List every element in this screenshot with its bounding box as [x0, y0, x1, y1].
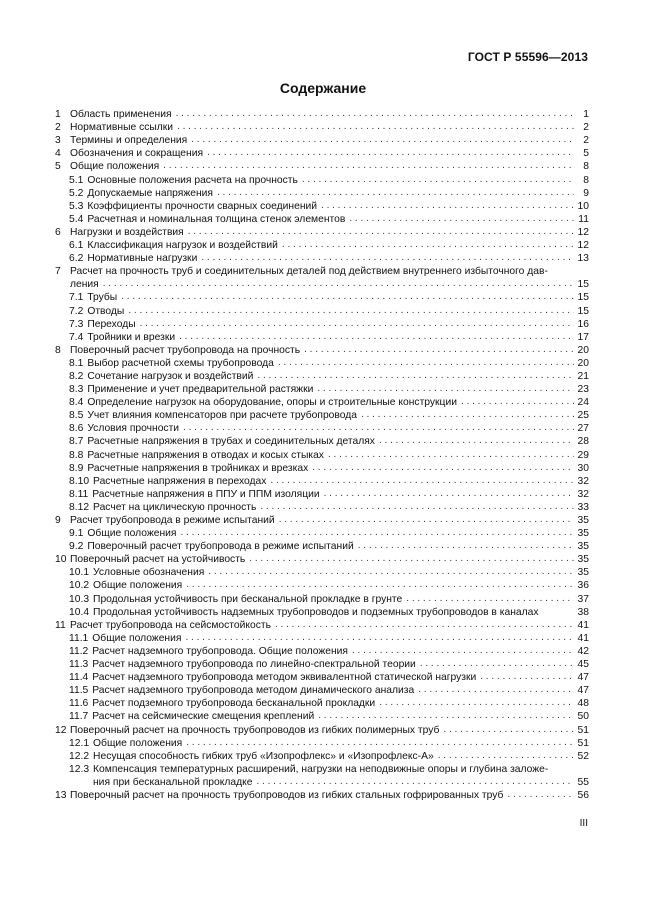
- toc-entry-title: Поверочный расчет трубопровода в режиме испытаний: [87, 541, 354, 553]
- toc-entry-number: 8.7: [69, 436, 84, 448]
- toc-entry-page: 35: [577, 554, 589, 566]
- leader-dots: [358, 541, 574, 551]
- toc-entry-number: 5.2: [69, 187, 84, 199]
- toc-entry-title: Расчетная и номинальная толщина стенок элементов: [87, 213, 346, 225]
- leader-dots: [257, 371, 574, 381]
- toc-entry[interactable]: [55, 763, 589, 776]
- toc-entry-number: 3: [55, 135, 61, 147]
- toc-entry-title: Отводы: [87, 305, 125, 317]
- toc-entry[interactable]: [55, 121, 589, 134]
- toc-entry-page: 5: [583, 148, 589, 160]
- toc-entry-page: 33: [577, 501, 589, 513]
- toc-entry-title-continued: ния при бесканальной прокладке: [93, 776, 253, 788]
- toc-entry-page: 56: [577, 789, 589, 801]
- toc-entry-title: Нагрузки и воздействия: [70, 226, 184, 238]
- table-of-contents: [55, 108, 589, 802]
- toc-entry-title: Расчетные напряжения в отводах и косых стыках: [87, 449, 324, 461]
- toc-entry-page: 27: [577, 423, 589, 435]
- toc-entry-page: 2: [583, 122, 589, 134]
- leader-dots: [176, 109, 574, 119]
- toc-entry-title: Расчет на сейсмические смещения креплений: [92, 711, 315, 723]
- toc-entry-title: Общие положения: [93, 737, 183, 749]
- toc-entry-title: Область применения: [70, 109, 172, 121]
- leader-dots: [406, 594, 574, 604]
- toc-entry-title: Расчет надземного трубопровода методом динамического анализа: [92, 685, 415, 697]
- leader-dots: [183, 423, 574, 433]
- toc-entry[interactable]: [55, 632, 589, 645]
- toc-entry-title: Выбор расчетной схемы трубопровода: [87, 357, 274, 369]
- leader-dots: [318, 711, 574, 721]
- leader-dots: [103, 279, 574, 289]
- toc-entry-title: Поверочный расчет на прочность трубопроводов из гибких полимерных труб: [70, 724, 440, 736]
- page-number: III: [579, 818, 588, 829]
- leader-dots: [186, 738, 574, 748]
- toc-entry-continuation[interactable]: [55, 278, 589, 291]
- toc-entry-number: 4: [55, 148, 61, 160]
- toc-entry-page: 28: [577, 436, 589, 448]
- toc-entry-title: Нормативные нагрузки: [87, 253, 198, 265]
- leader-dots: [256, 777, 574, 787]
- toc-entry-title: Расчетные напряжения в ППУ и ППМ изоляции: [92, 488, 320, 500]
- leader-dots: [480, 672, 574, 682]
- toc-entry-number: 10.1: [69, 567, 90, 579]
- toc-entry-title: Термины и определения: [70, 135, 188, 147]
- page-title: Содержание: [279, 80, 367, 96]
- toc-entry-title: Условия прочности: [87, 423, 180, 435]
- toc-entry-title: Учет влияния компенсаторов при расчете трубопровода: [87, 410, 357, 422]
- toc-entry[interactable]: [55, 658, 589, 671]
- toc-entry[interactable]: [55, 697, 589, 710]
- toc-entry[interactable]: [55, 200, 589, 213]
- toc-entry-number: 10.3: [69, 593, 90, 605]
- leader-dots: [321, 201, 574, 211]
- toc-entry-page: 35: [577, 567, 589, 579]
- toc-entry-title: Расчет надземного трубопровода методом эквивалентной статической нагрузки: [92, 672, 477, 684]
- toc-entry-title: Тройники и врезки: [87, 331, 176, 343]
- leader-dots: [349, 214, 574, 224]
- toc-entry[interactable]: [55, 579, 589, 592]
- toc-entry-number: 12: [55, 724, 67, 736]
- toc-entry[interactable]: [55, 737, 589, 750]
- toc-entry-number: 10.2: [69, 580, 90, 592]
- toc-entry[interactable]: [55, 619, 589, 632]
- toc-entry-number: 11: [55, 619, 66, 631]
- toc-entry-title: Расчетные напряжения в трубах и соединительных деталях: [87, 436, 375, 448]
- leader-dots: [163, 161, 574, 171]
- toc-entry[interactable]: [55, 540, 589, 553]
- toc-entry-page: 51: [577, 737, 589, 749]
- toc-entry-number: 6.1: [69, 240, 84, 252]
- leader-dots: [302, 175, 574, 185]
- toc-entry[interactable]: [55, 134, 589, 147]
- toc-entry-page: 51: [577, 724, 589, 736]
- toc-entry-title: Расчет на прочность труб и соединительных деталей под действием внутреннего избыточного дав-: [70, 266, 548, 278]
- toc-entry-number: 8: [55, 344, 61, 356]
- toc-entry-title: Поверочный расчет на прочность трубопроводов из гибких стальных гофрированных труб: [70, 789, 504, 801]
- toc-entry-number: 5: [55, 161, 61, 173]
- toc-entry[interactable]: [55, 553, 589, 566]
- leader-dots: [191, 135, 574, 145]
- toc-entry-page: 20: [577, 357, 589, 369]
- toc-entry-title: Расчетные напряжения в тройниках и врезках: [87, 462, 309, 474]
- toc-entry-page: 15: [577, 279, 589, 291]
- toc-entry-number: 8.6: [69, 423, 84, 435]
- toc-entry[interactable]: [55, 291, 589, 304]
- leader-dots: [279, 515, 574, 525]
- toc-entry-title: Основные положения расчета на прочность: [87, 174, 298, 186]
- toc-entry-number: 5.4: [69, 213, 84, 225]
- toc-entry-title: Применение и учет предварительной растяжки: [87, 384, 314, 396]
- toc-entry[interactable]: [55, 383, 589, 396]
- toc-entry[interactable]: [55, 789, 589, 802]
- toc-entry-number: 8.11: [69, 488, 89, 500]
- toc-entry-page: 35: [577, 515, 589, 526]
- toc-entry-title: Продольная устойчивость надземных трубопроводов и подземных трубопроводов в каналах: [93, 606, 539, 618]
- toc-entry-title: Общие положения: [70, 161, 160, 173]
- toc-entry-title: Компенсация температурных расширений, нагрузки на неподвижные опоры и глубина заложе-: [93, 763, 549, 775]
- leader-dots: [317, 384, 574, 394]
- toc-entry-number: 11.4: [69, 672, 89, 684]
- toc-entry-page: 12: [577, 240, 589, 252]
- toc-entry[interactable]: [55, 710, 589, 723]
- toc-entry[interactable]: [55, 396, 589, 409]
- toc-entry-page: 8: [583, 174, 589, 186]
- toc-entry-title: Расчет надземного трубопровода по линейно-спектральной теории: [92, 659, 416, 671]
- toc-entry-title: Общие положения: [87, 528, 177, 540]
- toc-entry[interactable]: [55, 108, 589, 121]
- toc-entry[interactable]: [55, 684, 589, 697]
- toc-entry-number: 6.2: [69, 253, 84, 265]
- toc-entry-number: 8.4: [69, 397, 84, 409]
- toc-entry-page: 9: [583, 187, 589, 199]
- toc-entry-page: 17: [577, 331, 589, 343]
- leader-dots: [249, 554, 574, 564]
- toc-entry-title: Поверочный расчет трубопровода на прочность: [70, 344, 301, 356]
- leader-dots: [420, 659, 574, 669]
- leader-dots: [186, 580, 574, 590]
- toc-entry-page: 32: [577, 488, 589, 500]
- toc-entry[interactable]: [55, 671, 589, 684]
- toc-entry-title: Переходы: [87, 318, 136, 330]
- toc-entry-title: Расчет надземного трубопровода. Общие положения: [92, 645, 348, 657]
- toc-entry-page: 48: [577, 698, 589, 710]
- toc-entry-page: 38: [577, 606, 589, 618]
- toc-entry-number: 7.1: [69, 292, 84, 304]
- toc-entry[interactable]: [55, 514, 589, 527]
- toc-entry-continuation[interactable]: [55, 776, 589, 789]
- toc-entry-title: Расчет на циклическую прочность: [93, 501, 257, 513]
- toc-entry-title: Классификация нагрузок и воздействий: [87, 240, 278, 252]
- toc-entry-number: 7.3: [69, 318, 84, 330]
- toc-entry-page: 20: [577, 344, 589, 356]
- toc-entry-number: 9: [55, 515, 61, 526]
- toc-entry-page: 16: [577, 318, 589, 330]
- toc-entry-number: 8.5: [69, 410, 84, 422]
- toc-entry[interactable]: [55, 370, 589, 383]
- toc-entry-page: 35: [577, 528, 589, 540]
- toc-entry-page: 8: [583, 161, 589, 173]
- toc-entry-page: 52: [577, 750, 589, 762]
- leader-dots: [177, 122, 574, 132]
- toc-entry[interactable]: [55, 187, 589, 200]
- leader-dots: [207, 148, 574, 158]
- toc-entry[interactable]: [55, 488, 589, 501]
- toc-entry-title: Обозначения и сокращения: [70, 148, 204, 160]
- leader-dots: [438, 751, 574, 761]
- toc-entry-title: Трубы: [87, 292, 118, 304]
- toc-entry-number: 8.3: [69, 384, 84, 396]
- toc-entry-number: 8.10: [69, 475, 90, 487]
- toc-entry-title: Допускаемые напряжения: [87, 187, 213, 199]
- leader-dots: [208, 567, 574, 577]
- leader-dots: [361, 410, 574, 420]
- leader-dots: [217, 188, 574, 198]
- toc-entry-page: 15: [577, 305, 589, 317]
- toc-entry-number: 12.2: [69, 750, 90, 762]
- leader-dots: [179, 332, 574, 342]
- leader-dots: [379, 436, 574, 446]
- toc-entry-number: 7.4: [69, 331, 84, 343]
- toc-entry-number: 11.5: [69, 685, 89, 697]
- leader-dots: [270, 476, 574, 486]
- toc-entry[interactable]: [55, 592, 589, 605]
- toc-entry-page: 50: [577, 711, 589, 723]
- toc-entry-page: 32: [577, 475, 589, 487]
- toc-entry-number: 12.3: [69, 763, 90, 775]
- toc-entry[interactable]: [55, 475, 589, 488]
- leader-dots: [352, 646, 574, 656]
- toc-entry[interactable]: [55, 318, 589, 331]
- toc-entry[interactable]: [55, 723, 589, 736]
- toc-entry-page: 36: [577, 580, 589, 592]
- leader-dots: [140, 319, 574, 329]
- toc-entry-number: 11.2: [69, 645, 89, 657]
- toc-entry-number: 12.1: [69, 737, 90, 749]
- toc-entry-page: 15: [577, 292, 589, 304]
- toc-entry-title: Условные обозначения: [93, 567, 205, 579]
- leader-dots: [507, 790, 574, 800]
- toc-entry-title: Продольная устойчивость при бесканальной прокладке в грунте: [93, 593, 403, 605]
- toc-entry-page: 47: [577, 685, 589, 697]
- toc-entry-page: 55: [577, 776, 589, 788]
- toc-entry[interactable]: [55, 566, 589, 579]
- toc-entry-title: Сочетание нагрузок и воздействий: [87, 370, 254, 382]
- toc-entry-title: Общие положения: [93, 580, 183, 592]
- toc-entry[interactable]: [55, 304, 589, 317]
- toc-entry[interactable]: [55, 331, 589, 344]
- toc-entry-number: 11.1: [69, 632, 89, 644]
- toc-entry-number: 9.1: [69, 528, 84, 540]
- toc-entry-number: 10.4: [69, 606, 90, 618]
- toc-entry-page: 35: [577, 541, 589, 553]
- toc-entry-number: 11.7: [69, 711, 89, 723]
- toc-entry-title: Определение нагрузок на оборудование, опоры и строительные конструкции: [87, 397, 457, 409]
- toc-entry[interactable]: [55, 435, 589, 448]
- leader-dots: [282, 240, 574, 250]
- toc-entry[interactable]: [55, 147, 589, 160]
- toc-entry-page: 41: [577, 632, 589, 644]
- leader-dots: [379, 698, 574, 708]
- toc-entry-page: 30: [577, 462, 589, 474]
- toc-entry-title: Несущая способность гибких труб «Изопрофлекс» и «Изопрофлекс-А»: [93, 750, 434, 762]
- toc-entry-number: 8.9: [69, 462, 84, 474]
- toc-entry[interactable]: [55, 173, 589, 186]
- toc-entry-number: 8.12: [69, 501, 90, 513]
- leader-dots: [443, 725, 574, 735]
- toc-entry-page: 29: [577, 449, 589, 461]
- leader-dots: [275, 620, 574, 630]
- toc-entry[interactable]: [55, 606, 589, 619]
- leader-dots: [312, 463, 574, 473]
- toc-entry[interactable]: [55, 357, 589, 370]
- toc-entry[interactable]: [55, 448, 589, 461]
- toc-entry-page: 2: [583, 135, 589, 147]
- leader-dots: [260, 502, 574, 512]
- toc-entry-number: 8.1: [69, 357, 84, 369]
- toc-entry-title: Коэффициенты прочности сварных соединений: [87, 200, 318, 212]
- toc-entry[interactable]: [55, 252, 589, 265]
- leader-dots: [201, 253, 574, 263]
- toc-entry-page: 13: [577, 253, 589, 265]
- toc-entry-page: 12: [577, 226, 589, 238]
- toc-entry[interactable]: [55, 226, 589, 239]
- toc-entry-number: 8.2: [69, 370, 84, 382]
- toc-entry-page: 10: [577, 200, 589, 212]
- toc-entry-page: 47: [577, 672, 589, 684]
- leader-dots: [188, 227, 574, 237]
- toc-entry-number: 5.3: [69, 200, 84, 212]
- leader-dots: [181, 528, 575, 538]
- toc-entry[interactable]: [55, 645, 589, 658]
- toc-entry-page: 23: [577, 384, 589, 396]
- toc-entry-number: 11.3: [69, 659, 89, 671]
- toc-entry-title: Расчет подземного трубопровода бесканальной прокладки: [92, 698, 376, 710]
- toc-entry-title: Нормативные ссылки: [70, 122, 174, 134]
- leader-dots: [324, 489, 574, 499]
- toc-entry-page: 45: [577, 659, 589, 671]
- standard-number: ГОСТ Р 55596—2013: [467, 50, 588, 64]
- leader-dots: [461, 397, 574, 407]
- toc-entry[interactable]: [55, 409, 589, 422]
- leader-dots: [304, 345, 574, 355]
- toc-entry[interactable]: [55, 265, 589, 278]
- toc-entry-title: Расчет трубопровода в режиме испытаний: [70, 515, 275, 526]
- toc-entry[interactable]: [55, 750, 589, 763]
- toc-entry-title: Общие положения: [92, 632, 182, 644]
- toc-entry-page: 41: [577, 619, 589, 631]
- leader-dots: [278, 358, 574, 368]
- toc-entry-number: 7.2: [69, 305, 84, 317]
- toc-entry[interactable]: [55, 344, 589, 357]
- toc-entry[interactable]: [55, 527, 589, 540]
- toc-entry[interactable]: [55, 213, 589, 226]
- toc-entry-page: 37: [577, 593, 589, 605]
- toc-entry-page: 11: [578, 213, 589, 225]
- toc-entry[interactable]: [55, 239, 589, 252]
- toc-entry-page: 21: [577, 370, 589, 382]
- toc-entry-page: 25: [577, 410, 589, 422]
- toc-entry[interactable]: [55, 422, 589, 435]
- toc-entry-title: Поверочный расчет на устойчивость: [70, 554, 246, 566]
- toc-entry-number: 5.1: [69, 174, 84, 186]
- toc-entry-number: 13: [55, 789, 67, 801]
- toc-entry-title: Расчетные напряжения в переходах: [93, 475, 267, 487]
- toc-entry-title-continued: ления: [70, 279, 99, 291]
- leader-dots: [328, 450, 574, 460]
- toc-entry-number: 9.2: [69, 541, 84, 553]
- toc-entry-number: 10: [55, 554, 67, 566]
- toc-entry-number: 6: [55, 226, 61, 238]
- toc-entry-page: 1: [583, 109, 589, 121]
- toc-entry-number: 1: [55, 109, 61, 121]
- toc-entry-page: 24: [577, 397, 589, 409]
- toc-entry-page: 42: [577, 645, 589, 657]
- toc-entry-number: 8.8: [69, 449, 84, 461]
- toc-entry[interactable]: [55, 501, 589, 514]
- leader-dots: [185, 633, 574, 643]
- toc-entry[interactable]: [55, 160, 589, 173]
- toc-entry[interactable]: [55, 462, 589, 475]
- leader-dots: [128, 306, 574, 316]
- leader-dots: [418, 685, 574, 695]
- toc-entry-number: 7: [55, 266, 61, 278]
- toc-entry-number: 2: [55, 122, 61, 134]
- toc-entry-title: Расчет трубопровода на сейсмостойкость: [70, 619, 271, 631]
- leader-dots: [121, 292, 574, 302]
- toc-entry-number: 11.6: [69, 698, 89, 710]
